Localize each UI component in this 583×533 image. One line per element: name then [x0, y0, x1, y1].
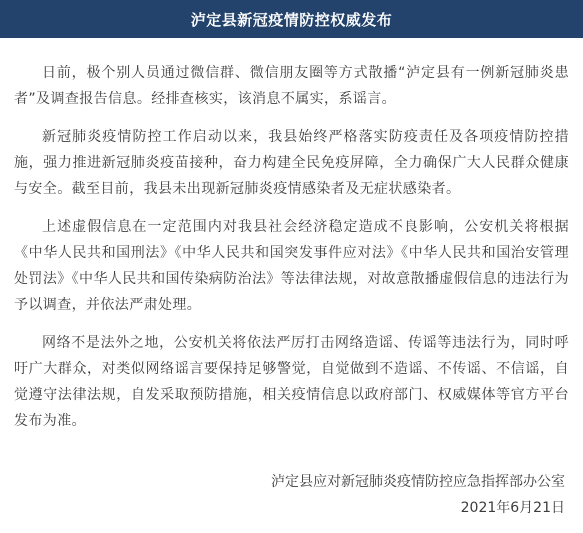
- paragraph-public-appeal: 网络不是法外之地，公安机关将依法严厉打击网络造谣、传谣等违法行为，同时呼吁广大群众，对类似网络谣言要保持足够警觉，自觉做到不造谣、不传谣、不信谣，自觉遵守法律法规，自发采取预防措施，相关疫情信息以政府部门、权威媒体等官方平台发布为准。: [14, 335, 569, 429]
- page-title: 泸定县新冠疫情防控权威发布: [190, 10, 393, 29]
- paragraph-rumor-notice: 日前，极个别人员通过微信群、微信朋友圈等方式散播“泸定县有一例新冠肺炎患者”及调查报告信息。经排查核实，该消息不属实，系谣言。: [14, 65, 569, 107]
- title-banner: [0, 0, 583, 38]
- paragraph-legal-action: 上述虚假信息在一定范围内对我县社会经济稳定造成不良影响，公安机关将根据《中华人民共和国刑法》《中华人民共和国突发事件应对法》《中华人民共和国治安管理处罚法》《中华人民共和国传染病防治法》等法律法规，对故意散播虚假信息的违法行为予以调查，并依法严肃处理。: [14, 219, 569, 313]
- issue-date: 2021年6月21日: [460, 500, 565, 516]
- notice-body: [0, 38, 583, 434]
- issuer-name: 泸定县应对新冠肺炎疫情防控应急指挥部办公室: [271, 474, 565, 490]
- paragraph-prevention-status: 新冠肺炎疫情防控工作启动以来，我县始终严格落实防疫责任及各项疫情防控措施，强力推进新冠肺炎疫苗接种，奋力构建全民免疫屏障，全力确保广大人民群众健康与安全。截至目前，我县未出现新冠肺炎疫情感染者及无症状感染者。: [14, 129, 569, 197]
- signature-block: [271, 469, 565, 521]
